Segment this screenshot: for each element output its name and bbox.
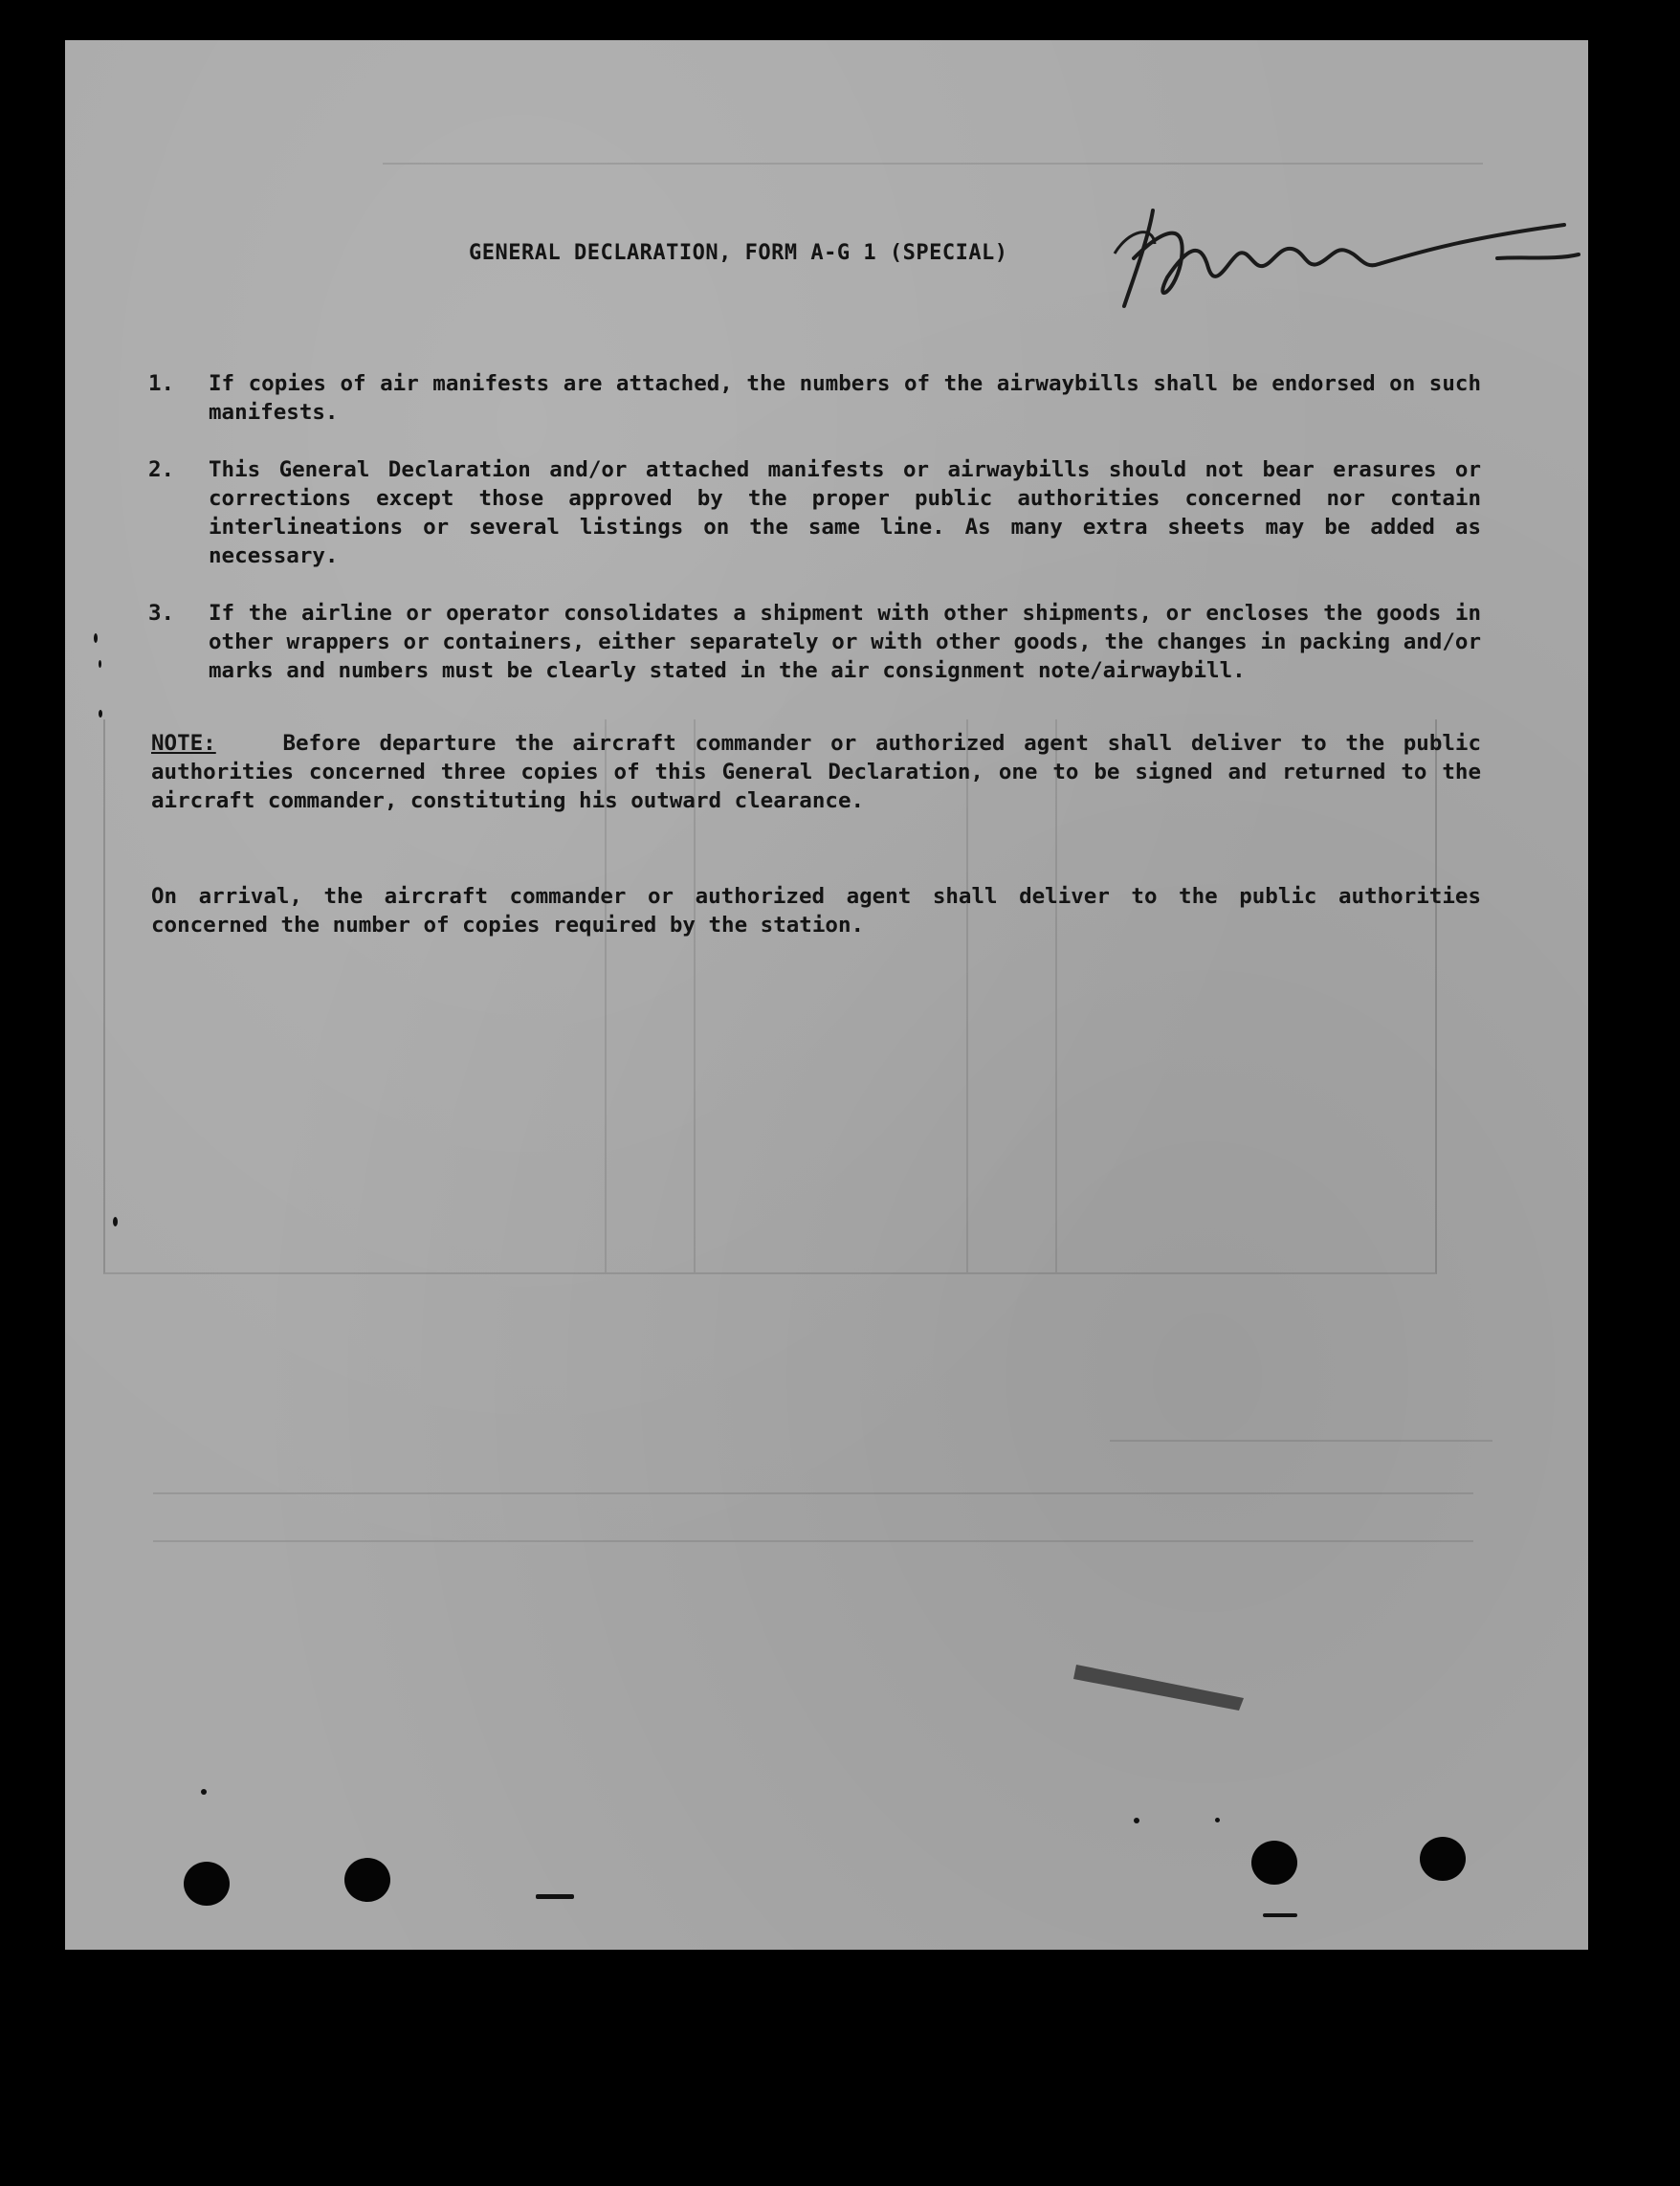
instruction-text: If copies of air manifests are attached, the numbers of the airwaybills shall be endorsed on such manifests. [209,371,1481,425]
margin-speck [94,633,98,643]
punch-hole [344,1858,390,1902]
punch-hole [1420,1837,1466,1881]
margin-speck [1215,1818,1220,1822]
bleed-through-line [1110,1440,1492,1442]
instruction-number: 2. [148,457,175,482]
margin-speck [99,660,101,668]
arrival-paragraph: On arrival, the aircraft commander or authorized agent shall deliver to the public authorities concerned the number of copies required by the station. [151,884,1481,938]
form-title: GENERAL DECLARATION, FORM A-G 1 (SPECIAL) [469,241,1008,265]
faded-stamp-mark [1072,1645,1263,1712]
bleed-through-line [153,1540,1473,1542]
bleed-through-line [153,1492,1473,1494]
punch-hole [1251,1841,1297,1885]
bleed-through-line [383,163,1483,165]
margin-speck [99,710,102,718]
instruction-number: 3. [148,601,175,626]
margin-speck [1134,1818,1139,1823]
instruction-text: If the airline or operator consolidates a shipment with other shipments, or encloses the goods in other wrappers or containers, either separately or with other goods, the changes in packing and/or marks and numbers must be clearly stated in the air consignment note/airwaybill. [209,601,1481,683]
instruction-text: This General Declaration and/or attached manifests or airwaybills should not bear erasures or corrections except those approved by the proper public authorities concerned nor contain interlineations or several listings on the same line. As many extra sheets may be added as necessary. [209,457,1481,568]
punch-hole [184,1862,230,1906]
note-text: Before departure the aircraft commander or authorized agent shall deliver to the public authorities concerned three copies of this General Declaration, one to be signed and returned to the aircraft commander, constituting his outward clearance. [151,731,1482,813]
note-paragraph [151,729,1481,815]
margin-speck [536,1894,574,1899]
margin-speck [201,1789,207,1795]
margin-speck [1263,1913,1297,1917]
margin-speck [113,1217,118,1226]
instruction-number: 1. [148,371,175,396]
note-label: NOTE: [151,731,216,756]
handwritten-signature [1095,201,1593,325]
